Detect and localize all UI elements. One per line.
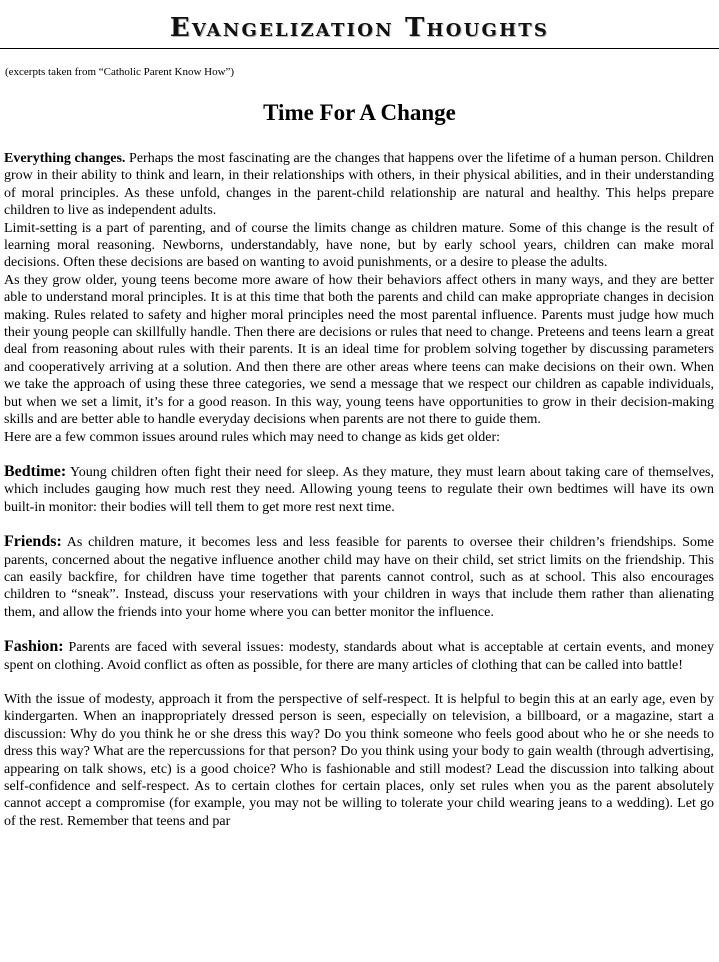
young-teens-paragraph: As they grow older, young teens become more aware of how their behaviors affect others in many ways, and they are better able to understand moral principles. It is at this time that both the parents and child can make appropriate changes in decision making. Rules related to safety and higher moral principles need the most parental influence. Parents must judge how much their young people can skillfully handle. Then there are decisions or rules that need to change. Preteens and teens learn a great deal from reasoning about rules with their parents. It is an ideal time for problem solving together by discussing parameters and cooperatively arriving at a solution. And then there are other areas where teens can make decisions on their own. When we take the approach of using these three categories, we send a message that we respect our children as capable individuals, but when we set a limit, it’s for a good reason. In this way, young teens have opportunities to grow in their decision-making skills and are better able to handle everyday decisions when parents are not there to guide them. xyxy=(4,272,714,428)
intro-paragraph xyxy=(4,150,714,220)
bedtime-text: Young children often fight their need for sleep. As they mature, they must learn about taking care of themselves, which includes gauging how much rest they need. Allowing young teens to regulate their own bedtimes will have its own built-in monitor: their bodies will tell them to get more rest next time. xyxy=(4,464,714,515)
issues-intro-paragraph: Here are a few common issues around rules which may need to change as kids get older: xyxy=(4,429,501,445)
bedtime-paragraph xyxy=(4,463,714,516)
modesty-paragraph: With the issue of modesty, approach it from the perspective of self-respect. It is helpful to begin this at an early age, even by kindergarten. When an inappropriately dressed person is seen, especially on television, a billboard, or a magazine, start a discussion: Why do you think he or she dress this way? Do you think someone who feels good about who he or she needs to dress this way? What are the repercussions for that person? Do you think using your body to gain wealth (through advertising, appearing on talk shows, etc) is a good choice? Who is fashionable and still modest? Lead the discussion into talking about self-confidence and self-respect. As to certain clothes for certain places, only set rules when you as the parent absolutely cannot accept a compromise (for example, you may not be willing to tolerate your child wearing jeans to a wedding). Let go of the rest. Remember that teens and par xyxy=(4,691,714,829)
fashion-text: Parents are faced with several issues: modesty, standards about what is acceptable at certain events, and money spent on clothing. Avoid conflict as often as possible, for there are many articles of clothing that can be called into battle! xyxy=(4,640,714,673)
friends-text: As children mature, it becomes less and less feasible for parents to oversee their children’s friendships. Some parents, concerned about the negative influence another child may have on their child, set strict limits on the friendship. This can easily backfire, for children have time together that parents cannot control, such as at school. This also encourages children to “sneak”. Instead, discuss your reservations with your children in ways that include them rather than alienating them, and allow the friends into your home where you can better monitor the influence. xyxy=(4,535,714,620)
source-note: (excerpts taken from “Catholic Parent Know How”) xyxy=(5,66,235,78)
article-title: Time For A Change xyxy=(263,100,456,125)
fashion-lead: Fashion: xyxy=(4,638,64,656)
fashion-paragraph xyxy=(4,638,714,674)
masthead xyxy=(0,0,719,49)
intro-text: Perhaps the most fascinating are the changes that happens over the lifetime of a human person. Children grow in their ability to think and learn, in their relationships with others, in their physical abilities, and in their understanding of moral principles. As these unfold, changes in the parent-child relationship are natural and healthy. This helps prepare children to live as independent adults. xyxy=(4,151,715,219)
article-body xyxy=(4,150,714,830)
friends-lead: Friends: xyxy=(4,533,62,551)
masthead-title: Evangelization Thoughts xyxy=(169,13,550,43)
intro-lead: Everything changes. xyxy=(4,151,126,166)
limit-setting-paragraph: Limit-setting is a part of parenting, and of course the limits change as children mature. Some of this change is the result of learning moral reasoning. Newborns, understandably, have none, but by early school years, children can make moral decisions. Often these decisions are based on wanting to avoid punishments, or a desire to please the adults. xyxy=(4,220,714,271)
friends-paragraph xyxy=(4,533,714,621)
bedtime-lead: Bedtime: xyxy=(4,462,67,480)
